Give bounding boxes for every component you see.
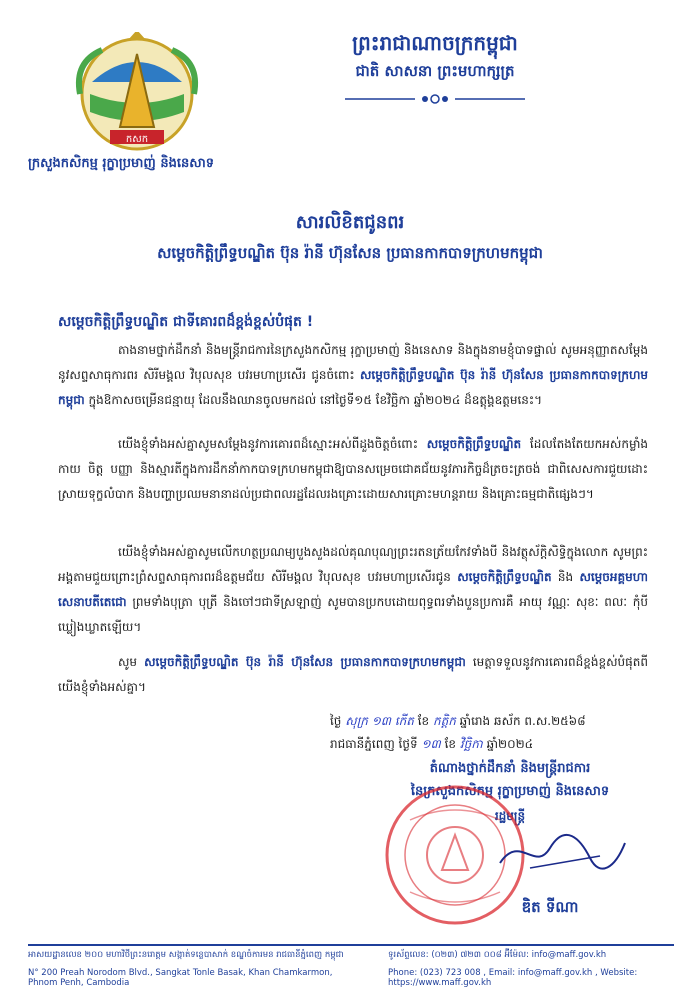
lunar-month-label: ខែ: [417, 714, 430, 728]
lunar-day: សុក្រ ១៣ កើត: [345, 714, 414, 728]
p3-text-d: សម្តេចអគ្គមហាសេនាបតីតេជោ: [58, 570, 648, 609]
ministry-logo: [62, 32, 212, 162]
date-year: ឆ្នាំ២០២៤: [486, 737, 534, 751]
p4-text-c: មេត្តាទទួលនូវការគោរពដ៏ខ្ពង់ខ្ពស់បំផុតពីយើងខ្ញុំទាំងអស់គ្នា។: [58, 655, 649, 694]
date-day: ១៣: [421, 737, 441, 751]
signatory-line-2: នៃក្រសួងកសិកម្ម រុក្ខាប្រមាញ់ និងនេសាទ: [410, 784, 610, 799]
p3-text-e: ព្រមទាំងបុត្រា បុត្រី និងចៅៗជាទីស្រឡាញ់ សូមបានប្រកបដោយពុទ្ធពរទាំងបួនប្រការគឺ អាយុ វណ្ណៈ សុខៈ ពលៈ កុំបីឃ្លៀងឃ្លាតឡើយ។: [58, 595, 648, 634]
footer-address-km: អាសយដ្ឋានលេខ ២០០ មហាវិថីព្រះនរោត្តម សង្កាត់ទន្លេបាសាក់ ខណ្ឌចំការមន រាជធានីភ្នំពេញ កម្ពុជា: [28, 950, 344, 960]
salutation: [58, 312, 658, 333]
date-place: រាជធានីភ្នំពេញ ថ្ងៃទី: [330, 737, 418, 751]
signer-name: ឌិត ទីណា: [521, 898, 579, 916]
salutation-text: សម្តេចកិត្តិព្រឹទ្ធបណ្ឌិត ជាទីគោរពដ៏ខ្ពង់ខ្ពស់បំផុត !: [58, 314, 314, 330]
gregorian-date: [330, 736, 660, 754]
handwritten-signature: [490, 828, 630, 878]
letter-subtitle: សម្តេចកិត្តិព្រឹទ្ធបណ្ឌិត ប៊ុន រ៉ានី ហ៊ុនសែន ប្រធានកាកបាទក្រហមកម្ពុជា: [157, 244, 543, 262]
paragraph-3: [58, 540, 648, 640]
p4-text-b: សម្តេចកិត្តិព្រឹទ្ធបណ្ឌិត ប៊ុន រ៉ានី ហ៊ុនសែន ប្រធានកាកបាទក្រហមកម្ពុជា: [144, 655, 466, 669]
paragraph-1: [58, 338, 648, 413]
p3-text-a: យើងខ្ញុំទាំងអស់គ្នាសូមលើកហត្ថប្រណម្យបួងសួងដល់គុណបុណ្យព្រះរតនត្រ័យកែវទាំងបី និងវត្ថុស័ក្តិសិទ្ធិក្នុងលោក សូមព្រះអង្គតាមជួយព្រោះព្រំសព្ទសាធុការពរដ៏ឧត្តមជ័យ សិរីមង្គល វិបុលសុខ បវរមហាប្រសើរជូន: [58, 545, 648, 584]
logo-text: កសក: [125, 134, 149, 145]
lunar-prefix: ថ្ងៃ: [330, 714, 342, 728]
date-month: វិច្ឆិកា: [459, 737, 483, 751]
p2-text-c: ដែលតែងតែយកអស់កម្លាំងកាយ ចិត្ត បញ្ញា និងស្មារតីក្នុងការដឹកនាំកាកបាទក្រហមកម្ពុជាឱ្យបានសម្រេចជោគជ័យនូវភារកិច្ចដ៏ត្រចះត្រចង់ ជាពិសេសការជួយដោះស្រាយទុក្ខលំបាក និងបញ្ហាប្រឈមនានាដល់ប្រជាពលរដ្ឋដែលរងគ្រោះដោយសារគ្រោះមហន្តរាយ និងគ្រោះធម្មជាតិផ្សេងៗ។: [58, 437, 648, 501]
paragraph-4: [58, 650, 648, 700]
p1-text-c: ក្នុងឱកាសចម្រើនជន្មាយុ ដែលនឹងឈានចូលមកដល់ នៅថ្ងៃទី១៥ ខែវិច្ឆិកា ឆ្នាំ២០២៤ ដ៏ឧត្តុង្គឧត្តមនេះ។: [84, 393, 543, 407]
lunar-year: ឆ្នាំរោង ឆស័ក ព.ស.២៥៦៨: [459, 714, 586, 728]
kingdom-heading: ព្រះរាជាណាចក្រកម្ពុជា: [352, 31, 518, 55]
footer-contact-en: Phone: (023) 723 008 , Email: info@maff.gov.kh , Website: https://www.maff.gov.kh: [388, 968, 638, 988]
p1-text-b: សម្តេចកិត្តិព្រឹទ្ធបណ្ឌិត ប៊ុន រ៉ានី ហ៊ុនសែន ប្រធានកាកបាទក្រហមកម្ពុជា: [58, 368, 648, 407]
signatory-line-1: តំណាងថ្នាក់ដឹកនាំ និងមន្រ្តីរាជការ: [429, 761, 591, 776]
letter-title: សារលិខិតជូនពរ: [295, 212, 405, 233]
p4-text-a: សូម: [118, 655, 145, 669]
footer-divider: [28, 944, 674, 946]
p1-text-a: តាងនាមថ្នាក់ដឹកនាំ និងមន្រ្តីរាជការនៃក្រសួងកសិកម្ម រុក្ខាប្រមាញ់ និងនេសាទ និងក្នុងនាមខ្ញុំបាទផ្ទាល់ សូមអនុញ្ញាតសម្តែងនូវសព្ទសាធុការពរ សិរីមង្គល វិបុលសុខ បវរមហាប្រសើរ ជូនចំពោះ: [58, 343, 648, 382]
decorative-divider: [345, 92, 525, 106]
p3-text-b: សម្តេចកិត្តិព្រឹទ្ធបណ្ឌិត: [457, 570, 552, 584]
ministry-name: ក្រសួងកសិកម្ម រុក្ខាប្រមាញ់ និងនេសាទ: [28, 156, 214, 171]
national-motto: ជាតិ សាសនា ព្រះមហាក្សត្រ: [355, 62, 515, 80]
p2-text-a: យើងខ្ញុំទាំងអស់គ្នាសូមសម្តែងនូវការគោរពដ៏ស្មោះអស់ពីដួងចិត្តចំពោះ: [118, 437, 427, 451]
p3-text-c: និង: [551, 570, 580, 584]
date-month-label: ខែ: [444, 737, 457, 751]
footer-address-en: N° 200 Preah Norodom Blvd., Sangkat Tonle Basak, Khan Chamkarmon, Phnom Penh, Cambodia: [28, 968, 333, 988]
p2-text-b: សម្តេចកិត្តិព្រឹទ្ធបណ្ឌិត: [426, 437, 522, 451]
lunar-date: [330, 713, 660, 731]
footer-contact-km: ទូរស័ព្ទលេខ: (០២៣) ៧២៣ ០០៨ អ៊ីម៉ែល: info@maff.gov.kh: [388, 950, 607, 960]
lunar-month: កត្តិក: [432, 714, 456, 728]
signatory-position: រដ្ឋមន្ត្រី: [494, 809, 526, 823]
paragraph-2: [58, 432, 648, 507]
